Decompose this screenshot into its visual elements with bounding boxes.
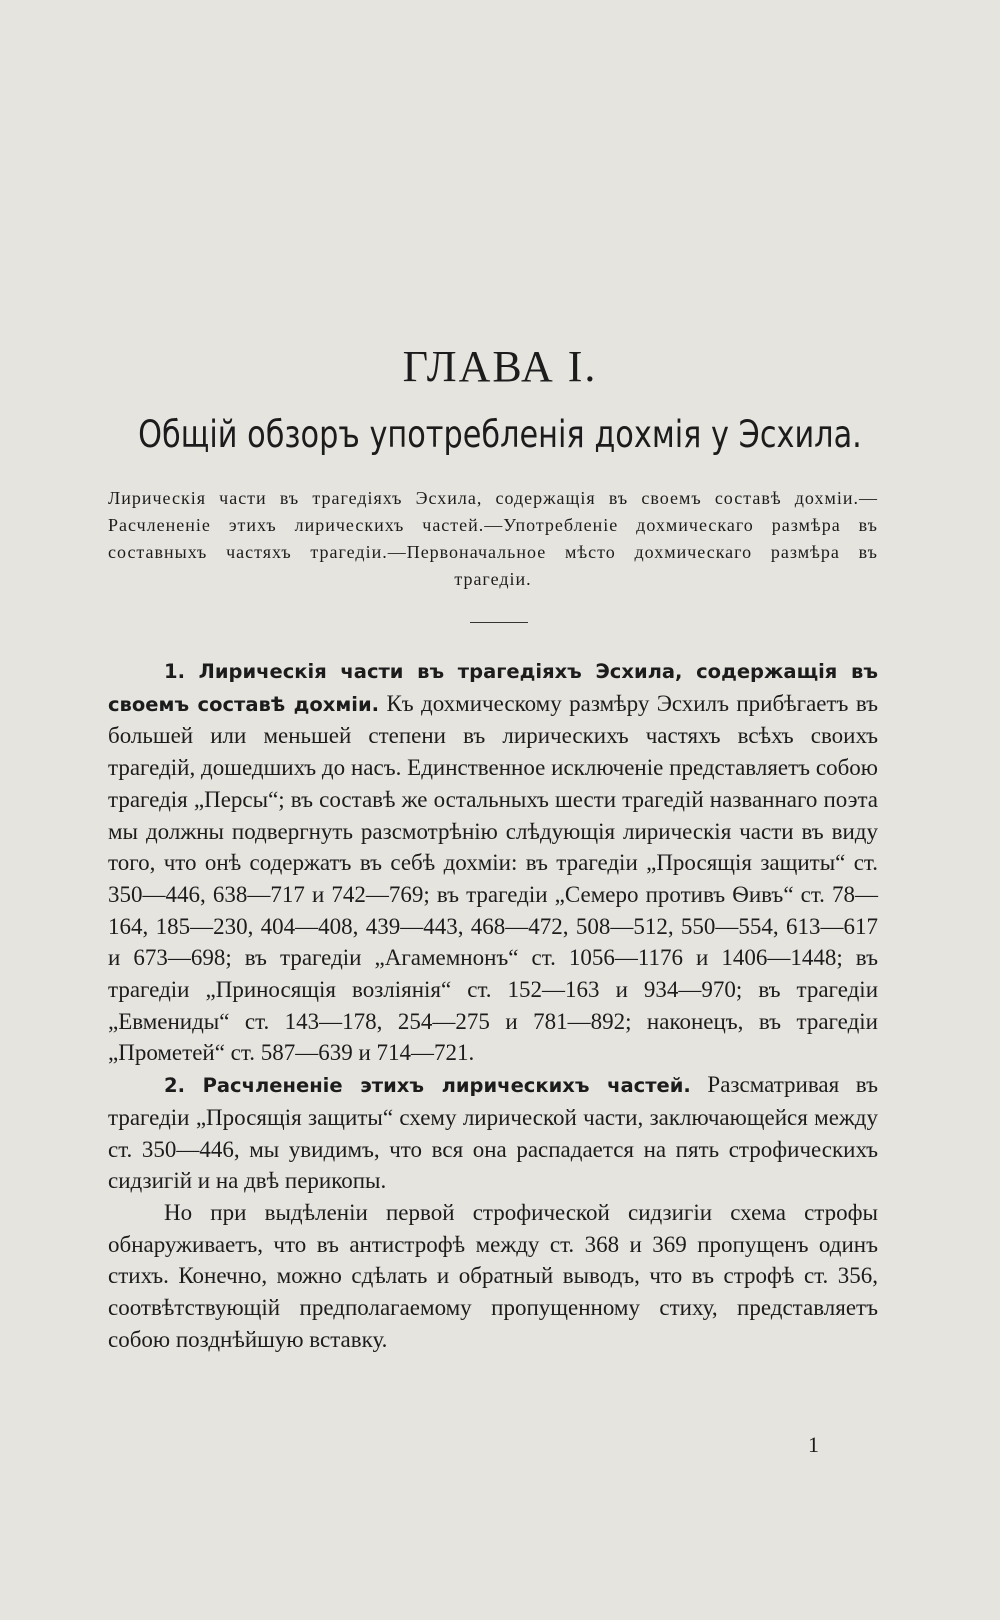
body-text: [108, 655, 878, 1355]
paragraph-section-1: [108, 655, 878, 1069]
section-2-text: Разсматривая въ трагедіи „Просящія защиты“ схему лирической части, заключающейся между ст. 350—446, мы увидимъ, что вся она распадается на пять строфическихъ сидзигій и на двѣ перикопы.: [108, 1072, 878, 1194]
page-number: 1: [808, 1432, 819, 1457]
section-1-text: Къ дохмическому размѣру Эсхилъ прибѣгаетъ въ большей или меньшей степени въ лирическихъ частяхъ всѣхъ своихъ трагедій, дошедшихъ до насъ. Единственное исключеніе представляетъ собою трагедія „Персы“; въ составѣ же остальныхъ шести трагедій названнаго поэта мы должны подвергнуть разсмотрѣнію слѣдующія лирическія части въ виду того, что онѣ содержатъ въ себѣ дохміи: въ трагедіи „Просящія защиты“ ст. 350—446, 638—717 и 742—769; въ трагедіи „Семеро противъ Ѳивъ“ ст. 78—164, 185—230, 404—408, 439—443, 468—472, 508—512, 550—554, 613—617 и 673—698; въ трагедіи „Агамемнонъ“ ст. 1056—1176 и 1406—1448; въ трагедіи „Приносящія возліянія“ ст. 152—163 и 934—970; въ трагедіи „Евмениды“ ст. 143—178, 254—275 и 781—892; наконецъ, въ трагедіи „Прометей“ ст. 587—639 и 714—721.: [108, 690, 879, 1066]
section-2-heading: 2. Расчлененіе этихъ лирическихъ частей.: [164, 1074, 691, 1098]
chapter-title: Общій обзоръ употребленія дохмія у Эсхила.: [138, 413, 862, 456]
chapter-abstract: Лирическія части въ трагедіяхъ Эсхила, содержащія въ своемъ составѣ дохміи.—Расчлененіе этихъ лирическихъ частей.—Употребленіе дохмическаго размѣра въ составныхъ частяхъ трагедіи.—Первоначальное мѣсто дохмическаго размѣра въ трагедіи.: [108, 488, 878, 589]
paragraph-section-2: [108, 1069, 878, 1197]
separator-rule: [470, 622, 528, 623]
chapter-heading: ГЛАВА I.: [402, 342, 598, 391]
section-1-heading: 1. Лирическія части въ трагедіяхъ Эсхила, содержащія въ своемъ составѣ дохміи.: [108, 660, 878, 716]
paragraph-3: Но при выдѣленіи первой строфической сидзигіи схема строфы обнаруживаетъ, что въ антистрофѣ между ст. 368 и 369 пропущенъ одинъ стихъ. Конечно, можно сдѣлать и обратный выводъ, что въ строфѣ ст. 356, соотвѣтствующій предполагаемому пропущенному стиху, представляетъ собою позднѣйшую вставку.: [108, 1199, 878, 1352]
